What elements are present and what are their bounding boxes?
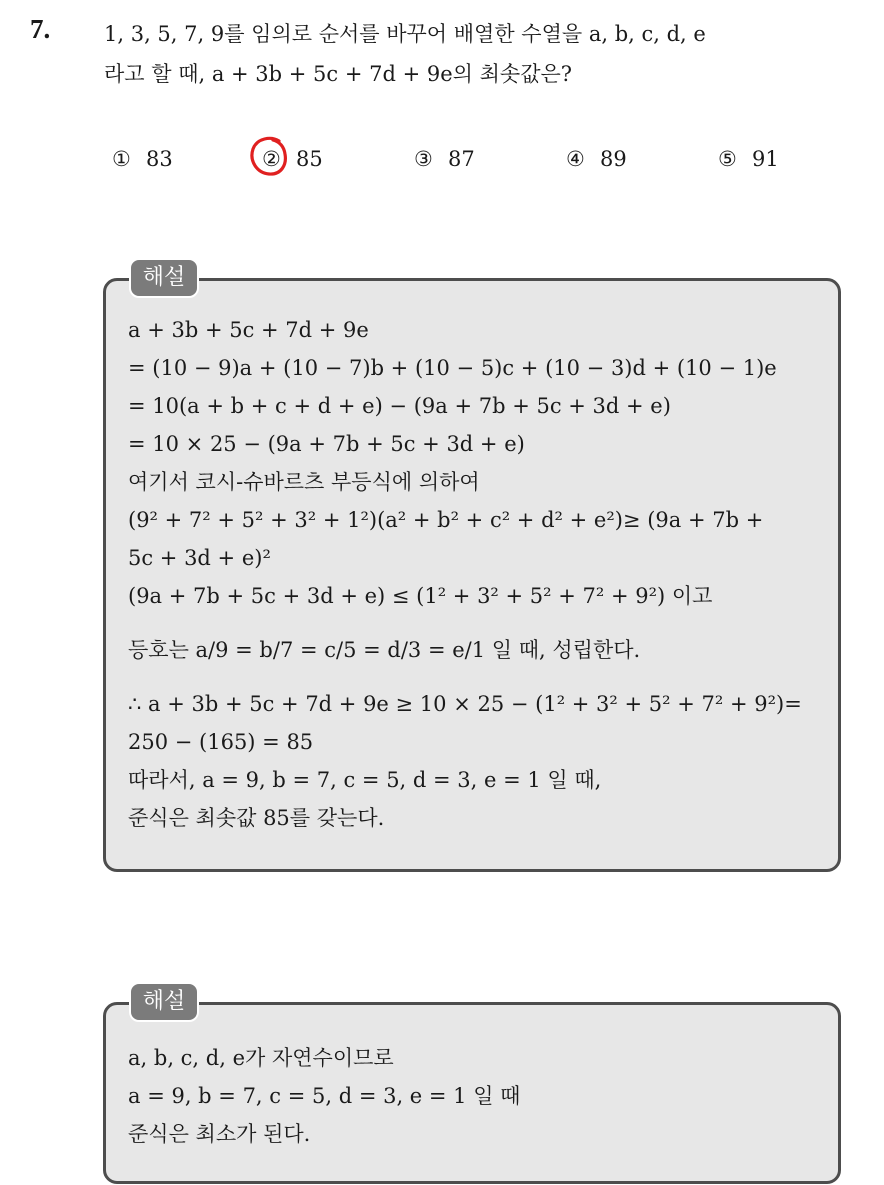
choice-5[interactable] (718, 142, 779, 176)
solution-line: ∴ a + 3b + 5c + 7d + 9e ≥ 10 × 25 − (1² + 3² + 5² + 7² + 9²)= (128, 692, 802, 716)
choice-value: 83 (146, 147, 173, 171)
solution-line: 250 − (165) = 85 (128, 730, 314, 754)
choice-value: 89 (600, 147, 627, 171)
solution-tab-1: 해설 (129, 258, 199, 298)
choice-number: ⑤ (718, 147, 737, 171)
choice-4[interactable] (566, 142, 627, 176)
choice-number: ③ (414, 147, 433, 171)
choice-value: 87 (448, 147, 475, 171)
question-line-1: 1, 3, 5, 7, 9를 임의로 순서를 바꾸어 배열한 수열을 a, b, c, d, e (104, 22, 706, 46)
choice-value: 85 (296, 147, 323, 171)
solution-line: = 10 × 25 − (9a + 7b + 5c + 3d + e) (128, 432, 525, 456)
solution-line: 5c + 3d + e)² (128, 546, 271, 570)
solution-panel-1 (103, 278, 841, 872)
choice-number: ① (112, 147, 131, 171)
solution-line: = 10(a + b + c + d + e) − (9a + 7b + 5c + 3d + e) (128, 394, 671, 418)
solution-line: = (10 − 9)a + (10 − 7)b + (10 − 5)c + (10 − 3)d + (10 − 1)e (128, 356, 777, 380)
solution-panel-2 (103, 1002, 841, 1184)
solution-line: a + 3b + 5c + 7d + 9e (128, 318, 369, 342)
choice-3[interactable] (414, 142, 475, 176)
solution-tab-2: 해설 (129, 982, 199, 1022)
solution-line: 따라서, a = 9, b = 7, c = 5, d = 3, e = 1 일 때, (128, 768, 602, 792)
solution-line: (9a + 7b + 5c + 3d + e) ≤ (1² + 3² + 5² + 7² + 9²) 이고 (128, 584, 713, 608)
choice-1[interactable] (112, 142, 173, 176)
solution-body (128, 311, 838, 837)
question-number: 7. (30, 14, 51, 44)
solution-line: 준식은 최솟값 85를 갖는다. (128, 806, 385, 830)
question-text (104, 14, 874, 94)
solution-line: (9² + 7² + 5² + 3² + 1²)(a² + b² + c² + d² + e²)≥ (9a + 7b + (128, 508, 764, 532)
answer-choices (0, 142, 884, 178)
solution-line: 준식은 최소가 된다. (128, 1122, 311, 1146)
choice-number: ② (262, 147, 281, 171)
answer-mark-circle (249, 135, 289, 177)
question-line-2: 라고 할 때, a + 3b + 5c + 7d + 9e의 최솟값은? (104, 62, 573, 86)
choice-number: ④ (566, 147, 585, 171)
solution-body (128, 1039, 838, 1153)
solution-line: 여기서 코시-슈바르츠 부등식에 의하여 (128, 470, 480, 494)
solution-line: a = 9, b = 7, c = 5, d = 3, e = 1 일 때 (128, 1084, 521, 1108)
choice-value: 91 (752, 147, 779, 171)
solution-line: a, b, c, d, e가 자연수이므로 (128, 1046, 394, 1070)
solution-line-equality: 등호는 a/9 = b/7 = c/5 = d/3 = e/1 일 때, 성립한다. (128, 638, 641, 662)
